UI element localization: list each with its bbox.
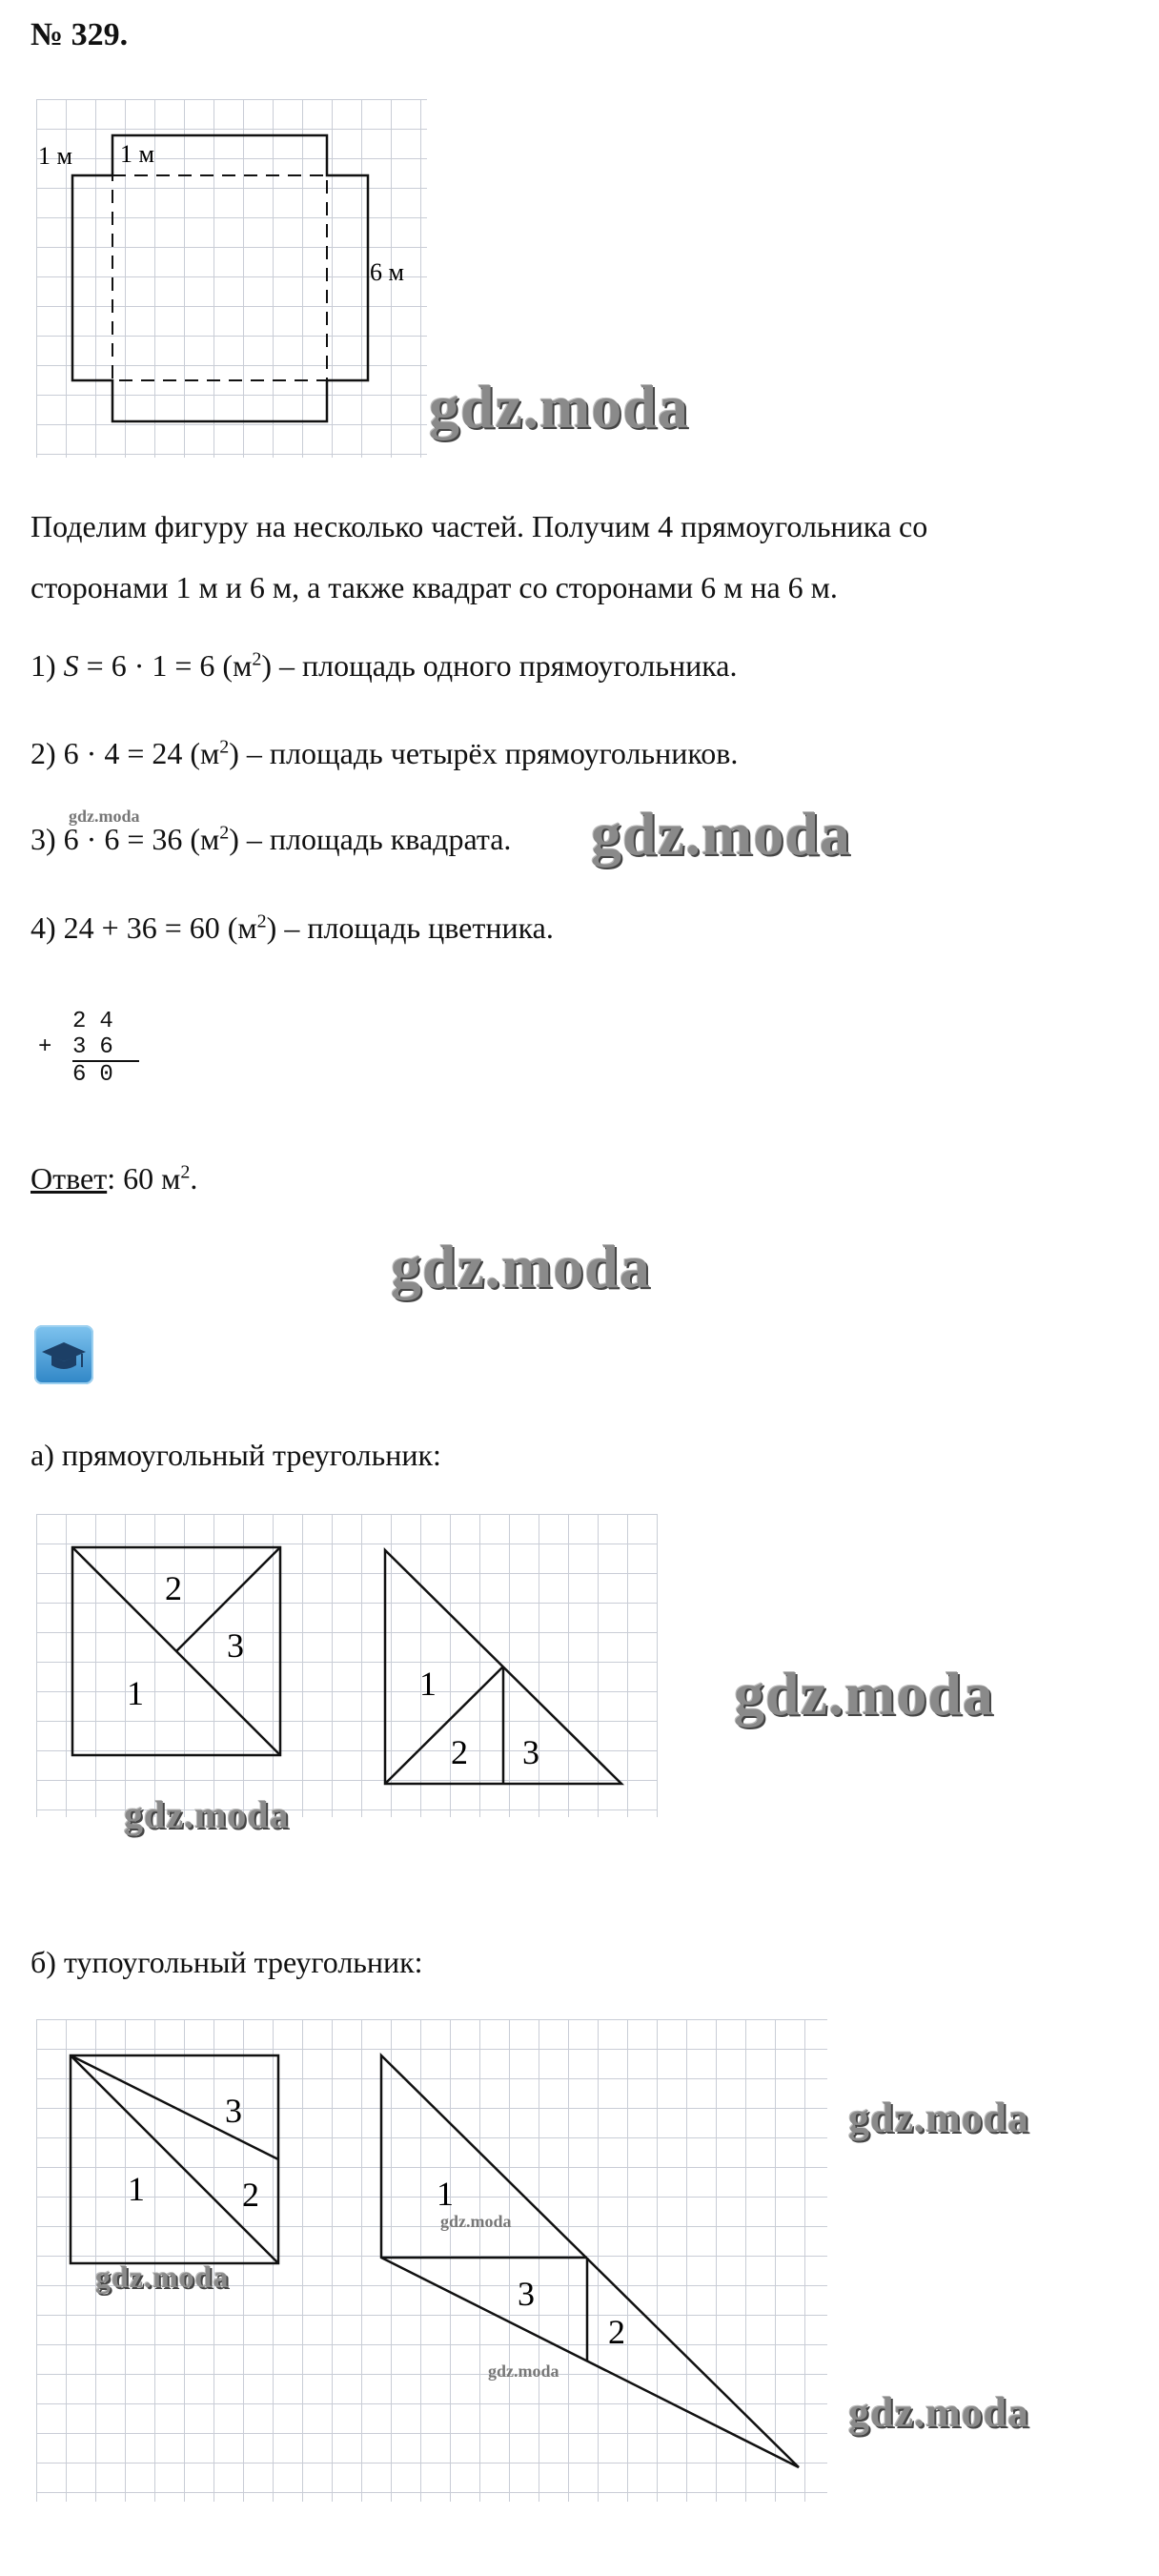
- answer: Ответ: 60 $м^2$.: [30, 1161, 198, 1196]
- paragraph-line-2: сторонами 1 м и 6 м, а также квадрат со сторонами 6 м на 6 м.: [30, 570, 838, 604]
- watermark-small: gdz.moda: [488, 2361, 559, 2381]
- plus-sign: +: [38, 1034, 66, 1060]
- part-b-title: б) тупоугольный треугольник:: [30, 1945, 423, 1979]
- svg-text:1: 1: [437, 2175, 454, 2213]
- sum-result: 60: [72, 1062, 127, 1088]
- watermark: gdz.moda: [124, 1793, 290, 1836]
- graduation-cap-icon: [34, 1325, 93, 1384]
- paragraph-line-1: Поделим фигуру на несколько частей. Получим 4 прямоугольника со: [30, 509, 928, 543]
- part-a-title: а) прямоугольный треугольник:: [30, 1438, 441, 1472]
- flowerbed-outline: [72, 135, 368, 421]
- step-1: 1) S = 6 · 1 = 6 $(м^2)$ – площадь одного прямоугольника.: [30, 648, 738, 683]
- part-a-figures: [36, 1514, 658, 1817]
- watermark: gdz.moda: [734, 1660, 994, 1728]
- svg-text:3: 3: [227, 1626, 244, 1665]
- watermark: gdz.moda: [848, 2095, 1030, 2141]
- watermark: gdz.moda: [429, 373, 689, 440]
- svg-text:1: 1: [128, 2170, 145, 2208]
- svg-text:1: 1: [419, 1665, 437, 1703]
- watermark-small: gdz.moda: [440, 2212, 512, 2231]
- svg-text:2: 2: [451, 1733, 468, 1771]
- svg-text:2: 2: [165, 1569, 182, 1607]
- svg-text:3: 3: [518, 2275, 535, 2313]
- svg-text:3: 3: [522, 1733, 539, 1771]
- svg-text:2: 2: [242, 2176, 259, 2214]
- problem-number: № 329.: [30, 17, 129, 52]
- step-4: 4) 24 + 36 = 60 $(м^2)$ – площадь цветника.: [30, 910, 554, 945]
- addend-1: 24: [72, 1009, 127, 1034]
- step-2: 2) 6 · 4 = 24 $(м^2)$ – площадь четырёх прямоугольников.: [30, 736, 739, 770]
- solution-paragraph: [30, 496, 927, 618]
- watermark: gdz.moda: [848, 2389, 1030, 2436]
- addend-2: 36: [72, 1034, 139, 1062]
- watermark: gdz.moda: [591, 800, 851, 868]
- label-1m-top: 1 м: [120, 140, 154, 168]
- svg-text:1: 1: [127, 1674, 144, 1712]
- watermark-small: gdz.moda: [69, 807, 140, 826]
- step-3: 3) 6 · 6 = 36 $(м^2)$ – площадь квадрата.: [30, 822, 512, 856]
- inner-square-dashed: [112, 175, 327, 380]
- column-addition: [38, 1009, 152, 1088]
- svg-text:2: 2: [608, 2313, 625, 2351]
- watermark: gdz.moda: [95, 2259, 230, 2294]
- figure-flowerbed: [36, 99, 427, 458]
- label-6m: 6 м: [370, 258, 404, 286]
- svg-text:3: 3: [225, 2092, 242, 2130]
- watermark: gdz.moda: [391, 1233, 651, 1300]
- label-1m-left: 1 м: [38, 142, 72, 170]
- answer-label: Ответ: [30, 1161, 108, 1196]
